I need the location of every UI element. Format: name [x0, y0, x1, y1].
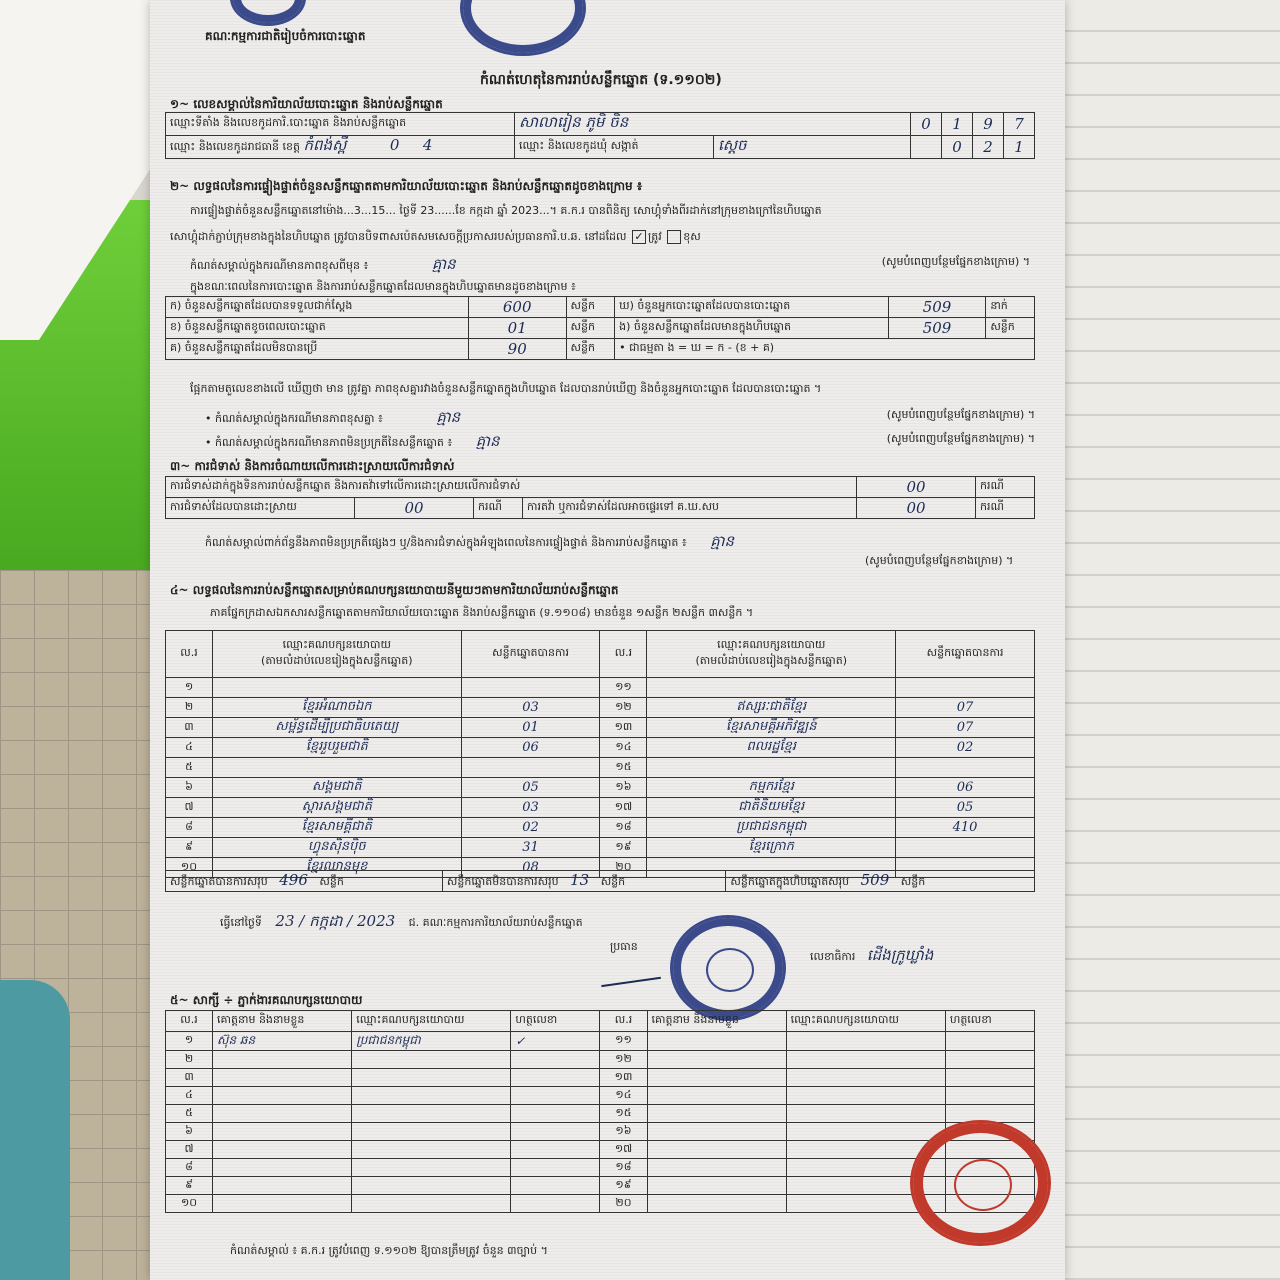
spoiled-value: 01 [468, 318, 566, 339]
witness-no: ២០ [600, 1195, 647, 1213]
top-seal-left [230, 0, 306, 26]
result-party: ហ្វុនស៊ិនប៉ិច [212, 838, 461, 858]
result-votes: 06 [461, 738, 600, 758]
w-col-no-left: ល.រ [166, 1011, 213, 1032]
total-invalid-value: 13 [570, 871, 590, 889]
witness-name [647, 1195, 786, 1213]
commune-digit-3: 1 [1004, 136, 1035, 159]
result-votes: 01 [461, 718, 600, 738]
result-votes: 410 [896, 818, 1035, 838]
total-valid-label: សន្លឹកឆ្នោតបានការសរុប [170, 875, 268, 888]
resolved-label: ការជំទាស់ដែលបានដោះស្រាយ [166, 498, 355, 519]
witness-sign: ✓ [511, 1032, 600, 1051]
total-valid-value: 496 [279, 871, 308, 889]
diff-value: គ្មាន [436, 408, 461, 426]
in-box-unit: សន្លឹក [986, 318, 1035, 339]
witness-party [352, 1123, 511, 1141]
footer-note: កំណត់សម្គាល់ ៖ គ.ក.រ ត្រូវបំពេញ ទ.១១០២ ឱ្យបានត្រឹមត្រូវ ចំនួន ៣ច្បាប់ ។ [230, 1244, 548, 1257]
w-col-party-right: ឈ្មោះគណបក្សនយោបាយ [786, 1011, 945, 1032]
col-no-right: ល.រ [600, 631, 647, 678]
result-no: ៤ [166, 738, 213, 758]
result-votes: 05 [461, 778, 600, 798]
diff-label: • កំណត់សម្គាល់ក្នុងករណីមានភាពខុសគ្នា ៖ [205, 412, 383, 425]
w-col-sign-right: ហត្ថលេខា [945, 1011, 1034, 1032]
witness-party [786, 1123, 945, 1141]
resolved-value: 00 [355, 498, 474, 519]
result-no: ១៥ [600, 758, 647, 778]
invalid-hint: (សូមបំពេញបន្ថែមផ្នែកខាងក្រោម) ។ [886, 432, 1035, 445]
witness-name [647, 1177, 786, 1195]
section3-title: ៣~ ការជំទាស់ និងការចំណាយលើការដោះស្រាយលើការជំទាស់ [170, 459, 455, 473]
witness-no: ១២ [600, 1051, 647, 1069]
background-right-document [1050, 0, 1280, 1280]
w-col-name-left: គោត្តនាម និងនាមខ្លួន [213, 1011, 352, 1032]
table-row [166, 1195, 1035, 1213]
witness-sign [511, 1195, 600, 1213]
witness-no: ១៨ [600, 1159, 647, 1177]
witness-party [786, 1032, 945, 1051]
forwarded-label: ការតវ៉ា ឬការជំទាស់ដែលអាចផ្ទេរទៅ គ.ឃ.សប [523, 498, 857, 519]
result-party: ខ្មែរអំណាចឯក [212, 698, 461, 718]
result-party [647, 758, 896, 778]
committee-seal [670, 915, 786, 1021]
section3-note-value: គ្មាន [710, 532, 735, 550]
section1-title: ១~ លេខសម្គាល់នៃការិយាល័យបោះឆ្នោត និងរាប់សន្លឹកឆ្នោត [170, 97, 443, 111]
ballot-count-table [165, 296, 1035, 360]
result-votes: 07 [896, 718, 1035, 738]
station-value: សាលារៀន ភូមិ ចិន [515, 113, 911, 136]
commune-label: ឈ្មោះ និងលេខកូដឃុំ សង្កាត់ [515, 136, 714, 159]
result-votes: 03 [461, 698, 600, 718]
witness-name [647, 1159, 786, 1177]
table-row [166, 1141, 1035, 1159]
witness-name [213, 1123, 352, 1141]
witness-party [352, 1069, 511, 1087]
witness-no: ១១ [600, 1032, 647, 1051]
witness-no: ១៦ [600, 1123, 647, 1141]
total-box-unit: សន្លឹក [900, 875, 926, 888]
result-party: ឥស្សរៈជាតិខ្មែរ [647, 698, 896, 718]
top-seal-center [460, 0, 586, 56]
invalid-label: • កំណត់សម្គាល់ក្នុងករណីមានភាពមិនប្រក្រតីនៃសន្លឹកឆ្នោត ៖ [205, 436, 453, 449]
witness-no: ៦ [166, 1123, 213, 1141]
witness-no: ៥ [166, 1105, 213, 1123]
witness-sign [945, 1069, 1034, 1087]
resolved-unit: ករណី [474, 498, 523, 519]
result-party [647, 678, 896, 698]
witness-name: ស៊ុន ឆន [213, 1032, 352, 1051]
witness-name [213, 1051, 352, 1069]
province-label-text: ឈ្មោះ និងលេខកូដរាជធានី ខេត្ត [170, 140, 300, 153]
result-party: ខ្មែរសាមគ្គីជាតិ [212, 818, 461, 838]
witness-sign [511, 1177, 600, 1195]
witness-party: ប្រជាជនកម្ពុជា [352, 1032, 511, 1051]
section1-table [165, 112, 1035, 159]
col-votes-left: សន្លឹកឆ្នោតបានការ [461, 631, 600, 678]
w-col-name-right: គោត្តនាម និងនាមខ្លួន [647, 1011, 786, 1032]
witness-no: ២ [166, 1051, 213, 1069]
result-party [212, 758, 461, 778]
result-no: ១៣ [600, 718, 647, 738]
ballot-row [166, 339, 1035, 360]
received-value: 600 [468, 297, 566, 318]
col-party-left-title: ឈ្មោះគណបក្សនយោបាយ [282, 638, 391, 651]
witness-name [213, 1159, 352, 1177]
witness-sign [511, 1141, 600, 1159]
forwarded-unit: ករណី [976, 498, 1035, 519]
witness-sign [511, 1069, 600, 1087]
witness-no: ១ [166, 1032, 213, 1051]
voters-label: ឃ) ចំនួនអ្នកបោះឆ្នោតដែលបានបោះឆ្នោត [615, 297, 889, 318]
commune-digit-2: 2 [973, 136, 1004, 159]
result-party: ស្ដារសង្គមជាតិ [212, 798, 461, 818]
witness-name [213, 1069, 352, 1087]
table-row [166, 1087, 1035, 1105]
result-no: ២០ [600, 858, 647, 878]
chair-label: ប្រធាន [610, 940, 638, 953]
result-no: ៣ [166, 718, 213, 738]
witness-party [352, 1141, 511, 1159]
forwarded-value: 00 [857, 498, 976, 519]
form-sheet [150, 0, 1065, 1280]
result-no: ២ [166, 698, 213, 718]
witness-party [352, 1177, 511, 1195]
station-label: ឈ្មោះទីតាំង និងលេខកូដការិ.បោះឆ្នោត និងរាប់សន្លឹកឆ្នោត [166, 113, 515, 136]
witness-name [647, 1105, 786, 1123]
voters-value: 509 [888, 297, 986, 318]
result-no: ៦ [166, 778, 213, 798]
check-correct-label: ត្រូវ [648, 230, 662, 243]
result-votes: 31 [461, 838, 600, 858]
result-no: ១៨ [600, 818, 647, 838]
witness-sign [511, 1105, 600, 1123]
result-no: ១៧ [600, 798, 647, 818]
result-party: ខ្មែររួបរួមជាតិ [212, 738, 461, 758]
witness-name [647, 1141, 786, 1159]
table-intro: ក្នុងខណៈពេលនៃការបោះឆ្នោត និងការរាប់សន្លឹកឆ្នោតដែលមានក្នុងហិបឆ្នោតមានដូចខាងក្រោម ៖ [190, 280, 576, 293]
diff-line [205, 408, 1035, 430]
col-party-right-sub: (តាមលំដាប់លេខរៀងក្នុងសន្លឹកឆ្នោត) [695, 654, 848, 667]
witness-party [352, 1087, 511, 1105]
section3-note-label: កំណត់សម្គាល់ពាក់ព័ន្ធនឹងភាពមិនប្រក្រតីផ្សេងៗ ឬ/និងការជំទាស់ក្នុងអំឡុងពេលនៃការផ្ទៀងផ្ទាត់ និងការរាប់សន្លឹកឆ្នោត ៖ [205, 536, 687, 549]
date-label: ធ្វើនៅថ្ងៃទី [220, 916, 262, 929]
table-row [166, 818, 1035, 838]
w-col-no-right: ល.រ [600, 1011, 647, 1032]
result-no: ៧ [166, 798, 213, 818]
section3-note-hint: (សូមបំពេញបន្ថែមផ្នែកខាងក្រោម) ។ [865, 554, 1014, 567]
col-votes-right: សន្លឹកឆ្នោតបានការ [896, 631, 1035, 678]
witness-party [786, 1087, 945, 1105]
result-votes [896, 678, 1035, 698]
result-no: ១ [166, 678, 213, 698]
total-invalid-unit: សន្លឹក [600, 875, 626, 888]
note-value: គ្មាន [431, 255, 456, 273]
witness-party [786, 1051, 945, 1069]
invalid-line [205, 432, 1035, 454]
objection-row1-unit: ករណី [976, 477, 1035, 498]
result-party: កម្មករខ្មែរ [647, 778, 896, 798]
witness-sign [945, 1032, 1034, 1051]
witness-sign [511, 1159, 600, 1177]
unused-label: គ) ចំនួនសន្លឹកឆ្នោតដែលមិនបានប្រើ [166, 339, 469, 360]
seal-line-text: សោហ្គុំដាក់ភ្ជាប់ក្រុមខាងក្នុងនៃហិបឆ្នោត ត្រូវបានបិទពាសប៉េតសមសេចក្ដីប្រកាសរបស់ប្រធានការិ.ប.ឆ. នៅដដែល [170, 230, 627, 243]
table-row [166, 1123, 1035, 1141]
col-party-left-sub: (តាមលំដាប់លេខរៀងក្នុងសន្លឹកឆ្នោត) [261, 654, 413, 667]
witness-no: ៤ [166, 1087, 213, 1105]
result-no: ១៩ [600, 838, 647, 858]
result-no: ៥ [166, 758, 213, 778]
unused-unit: សន្លឹក [566, 339, 615, 360]
witness-no: ៩ [166, 1177, 213, 1195]
total-box [726, 871, 1035, 892]
result-votes: 07 [896, 698, 1035, 718]
totals-table [165, 870, 1035, 892]
total-invalid [442, 871, 726, 892]
province-label [166, 136, 515, 159]
witness-name [647, 1051, 786, 1069]
section3-note [205, 532, 734, 554]
commune-digit-1: 0 [942, 136, 973, 159]
result-no: ១០ [166, 858, 213, 878]
commune-value: ស្ដេច [714, 136, 911, 159]
section4-title: ៤~ លទ្ធផលនៃការរាប់សន្លឹកឆ្នោតសម្រាប់គណបក្សនយោបាយនីមួយៗតាមការិយាល័យរាប់សន្លឹកឆ្នោត [170, 583, 619, 597]
results-table [165, 630, 1035, 878]
witness-party [786, 1105, 945, 1123]
secretary-name: ដើងក្រូឃ្លាំង [866, 946, 934, 964]
total-box-label: សន្លឹកឆ្នោតក្នុងហិបឆ្នោតសរុប [730, 875, 850, 888]
col-no-left: ល.រ [166, 631, 213, 678]
witness-name [647, 1032, 786, 1051]
table-row [166, 678, 1035, 698]
result-votes: 05 [896, 798, 1035, 818]
table-row [166, 798, 1035, 818]
committee-label: ជ. គណៈកម្មការការិយាល័យរាប់សន្លឹកឆ្នោត [408, 916, 583, 929]
table-row [166, 778, 1035, 798]
witness-no: ១០ [166, 1195, 213, 1213]
table-row [166, 758, 1035, 778]
table-row [166, 1105, 1035, 1123]
result-no: ១១ [600, 678, 647, 698]
check-correct-box: ✓ [632, 230, 646, 244]
red-seal [910, 1120, 1051, 1246]
w-col-sign-left: ហត្ថលេខា [511, 1011, 600, 1032]
result-no: ១២ [600, 698, 647, 718]
witness-name [213, 1177, 352, 1195]
result-no: ៩ [166, 838, 213, 858]
invalid-value: គ្មាន [475, 432, 500, 450]
result-party [212, 678, 461, 698]
background-towel [0, 980, 70, 1280]
result-party: សង្គមជាតិ [212, 778, 461, 798]
result-no: ១៤ [600, 738, 647, 758]
table-row [166, 698, 1035, 718]
check-wrong-label: ខុស [683, 230, 701, 243]
witness-party [352, 1195, 511, 1213]
result-votes: 08 [461, 858, 600, 878]
witness-no: ១៣ [600, 1069, 647, 1087]
station-digit-1: 0 [911, 113, 942, 136]
witness-name [647, 1123, 786, 1141]
witness-party [786, 1069, 945, 1087]
station-digit-2: 1 [942, 113, 973, 136]
witness-no: ១៩ [600, 1177, 647, 1195]
note-line [190, 255, 1030, 277]
result-party: សម្ព័ន្ធដើម្បីប្រជាធិបតេយ្យ [212, 718, 461, 738]
section2-title: ២~ លទ្ធផលនៃការផ្ទៀងផ្ទាត់ចំនួនសន្លឹកឆ្នោតតាមការិយាល័យបោះឆ្នោត និងរាប់សន្លឹកឆ្នោតដូចខាងក្រោម ៖ [170, 179, 643, 193]
total-valid-unit: សន្លឹក [319, 875, 344, 888]
result-party: ប្រជាជនកម្ពុជា [647, 818, 896, 838]
witness-no: ១៥ [600, 1105, 647, 1123]
station-digit-3: 9 [973, 113, 1004, 136]
note-label: កំណត់សម្គាល់ក្នុងករណីមានភាពខុសពីមុន ៖ [190, 259, 369, 272]
province-code-2: 4 [422, 136, 433, 154]
table-row [166, 1051, 1035, 1069]
verification-time-line: ការផ្ទៀងផ្ទាត់ចំនួនសន្លឹកឆ្នោតនៅម៉ោង...3...15... ថ្ងៃទី 23......ខែ កក្កដា ឆ្នាំ 2023...។ គ.ក.រ បានពិនិត្យ សោហ្គុំទាំងពីរដាក់នៅក្រុមខាងក្រៅនៃហិបឆ្នោត [190, 204, 822, 217]
result-party: ខ្មែរក្រោក [647, 838, 896, 858]
witness-name [213, 1105, 352, 1123]
total-valid [166, 871, 443, 892]
date-value: 23 / កក្កដា / 2023 [275, 912, 396, 930]
witness-name [647, 1087, 786, 1105]
witness-no: ១៤ [600, 1087, 647, 1105]
result-votes [896, 758, 1035, 778]
witness-table [165, 1010, 1035, 1213]
witness-name [647, 1069, 786, 1087]
witness-name [213, 1195, 352, 1213]
unused-value: 90 [468, 339, 566, 360]
section5-title: ៥~ សាក្សី ÷ ភ្នាក់ងារគណបក្សនយោបាយ [170, 993, 363, 1007]
witness-party [352, 1105, 511, 1123]
province-code-1: 0 [389, 136, 400, 154]
witness-sign [945, 1051, 1034, 1069]
total-box-value: 509 [860, 871, 890, 889]
date-line [220, 912, 583, 934]
secretary-line [810, 946, 933, 968]
result-votes: 03 [461, 798, 600, 818]
received-label: ក) ចំនួនសន្លឹកឆ្នោតដែលបានទទួលជាក់ស្ដែង [166, 297, 469, 318]
chair-signature [599, 961, 661, 987]
witness-name [213, 1141, 352, 1159]
col-party-left [212, 631, 461, 678]
witness-party [352, 1051, 511, 1069]
col-party-right-title: ឈ្មោះគណបក្សនយោបាយ [717, 638, 826, 651]
form-title: កំណត់ហេតុនៃការរាប់សន្លឹកឆ្នោត (ទ.១១០២) [480, 72, 722, 88]
table-row [166, 718, 1035, 738]
result-votes [896, 838, 1035, 858]
received-unit: សន្លឹក [566, 297, 615, 318]
ministry-name: គណៈកម្មការជាតិរៀបចំការបោះឆ្នោត [205, 29, 366, 43]
witness-party [352, 1159, 511, 1177]
witness-no: ៣ [166, 1069, 213, 1087]
ballot-row [166, 297, 1035, 318]
objection-row1-value: 00 [857, 477, 976, 498]
result-party: ខ្មែរឈានមុខ [212, 858, 461, 878]
table-row [166, 1069, 1035, 1087]
result-party: ពលរដ្ឋខ្មែរ [647, 738, 896, 758]
witness-no: ៧ [166, 1141, 213, 1159]
note-hint: (សូមបំពេញបន្ថែមផ្នែកខាងក្រោម) ។ [881, 255, 1030, 268]
result-no: ៨ [166, 818, 213, 838]
seal-line [170, 230, 701, 246]
witness-no: ៨ [166, 1159, 213, 1177]
attach-line: ភាគផ្នែកក្រដាសឯកសារសន្លឹកឆ្នោតតាមការិយាល័យបោះឆ្នោត និងរាប់សន្លឹកឆ្នោត (ទ.១១០៨) មានចំនួន ១សន្លឹក ២សន្លឹក ៣សន្លឹក ។ [210, 606, 754, 619]
in-box-label: ង) ចំនួនសន្លឹកឆ្នោតដែលមានក្នុងហិបឆ្នោត [615, 318, 889, 339]
objection-table [165, 476, 1035, 519]
result-party: ខ្មែរសាមគ្គីអភិវឌ្ឍន៍ [647, 718, 896, 738]
diff-hint: (សូមបំពេញបន្ថែមផ្នែកខាងក្រោម) ។ [886, 408, 1035, 421]
spoiled-label: ខ) ចំនួនសន្លឹកឆ្នោតខូចពេលបោះឆ្នោត [166, 318, 469, 339]
witness-no: ១៧ [600, 1141, 647, 1159]
check-wrong-box [667, 230, 681, 244]
col-party-right [647, 631, 896, 678]
result-votes: 02 [896, 738, 1035, 758]
table-row [166, 838, 1035, 858]
w-col-party-left: ឈ្មោះគណបក្សនយោបាយ [352, 1011, 511, 1032]
ballot-row [166, 318, 1035, 339]
table-row [166, 1177, 1035, 1195]
result-votes: 06 [896, 778, 1035, 798]
result-votes [461, 678, 600, 698]
witness-sign [511, 1051, 600, 1069]
witness-name [213, 1087, 352, 1105]
result-no: ១៦ [600, 778, 647, 798]
table-row [166, 738, 1035, 758]
objection-row1-label: ការជំទាស់ដាក់ក្នុងទិនការរាប់សន្លឹកឆ្នោត និងការតវ៉ាទៅលើការដោះស្រាយលើការជំទាស់ [166, 477, 857, 498]
total-invalid-label: សន្លឹកឆ្នោតមិនបានការសរុប [446, 875, 559, 888]
witness-sign [511, 1087, 600, 1105]
result-votes [461, 758, 600, 778]
result-party: ជាតិនិយមខ្មែរ [647, 798, 896, 818]
result-votes: 02 [461, 818, 600, 838]
compare-line: ផ្អែកតាមតួលេខខាងលើ ឃើញថា មាន ត្រូវគ្នា ភាពខុសគ្នារវាងចំនួនសន្លឹកឆ្នោតក្នុងហិបឆ្នោត ដែលបានរាប់ឃើញ និងចំនួនអ្នកបោះឆ្នោត ដែលបានបោះឆ្នោត ។ [190, 382, 822, 395]
province-value: កំពង់ស្ពឺ [303, 136, 347, 154]
station-digit-4: 7 [1004, 113, 1035, 136]
table-row [166, 1032, 1035, 1051]
voters-unit: នាក់ [986, 297, 1035, 318]
formula-label: • ជាធម្មតា ង = ឃ = ក - (ខ + គ) [615, 339, 1035, 360]
secretary-label: លេខាធិការ [810, 950, 856, 963]
spoiled-unit: សន្លឹក [566, 318, 615, 339]
table-row [166, 1159, 1035, 1177]
in-box-value: 509 [888, 318, 986, 339]
witness-sign [511, 1123, 600, 1141]
witness-sign [945, 1087, 1034, 1105]
